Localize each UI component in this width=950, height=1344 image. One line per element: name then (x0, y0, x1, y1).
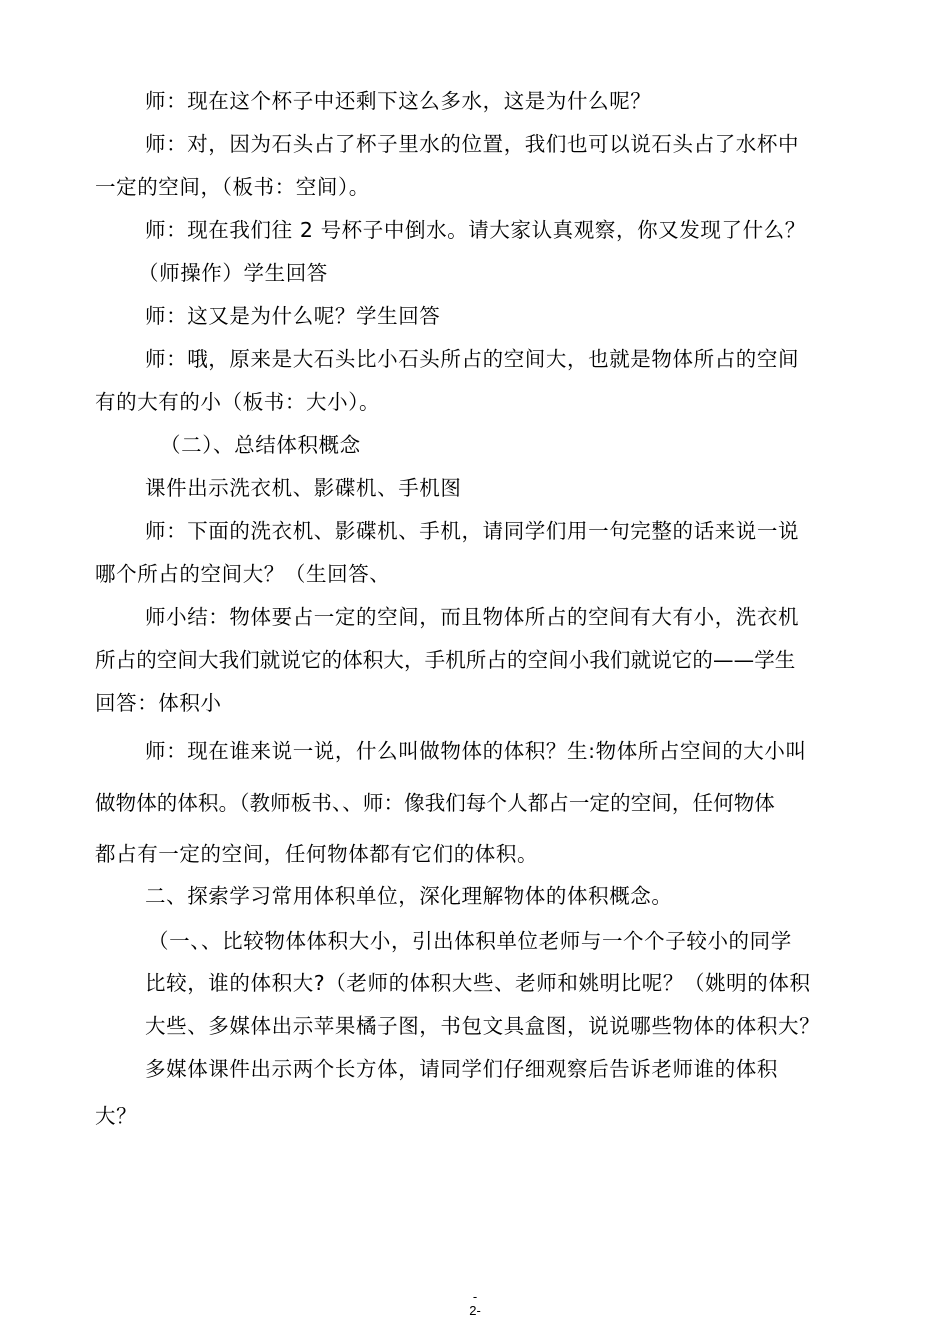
paragraph-line: 所占的空间大我们就说它的体积大，手机所占的空间小我们就说它的——学生 (95, 648, 796, 672)
paragraph-line: 师：下面的洗衣机、影碟机、手机，请同学们用一句完整的话来说一说 (145, 519, 800, 543)
paragraph-line: 大些、多媒体出示苹果橘子图，书包文具盒图，说说哪些物体的体积大？ (145, 1014, 821, 1038)
paragraph-line: 做物体的体积。（教师板书、、师：像我们每个人都占一定的空间，任何物体 (95, 791, 775, 815)
page-footer-dash: - (472, 1289, 478, 1304)
paragraph-line: 回答：体积小 (95, 691, 222, 715)
paragraph-line: 师：现在谁来说一说，什么叫做物体的体积？生:物体所占空间的大小叫 (145, 739, 807, 763)
paragraph-line: 师：这又是为什么呢？学生回答 (145, 304, 441, 328)
paragraph-line: 课件出示洗衣机、影碟机、手机图 (145, 476, 462, 500)
paragraph-line: 师：现在这个杯子中还剩下这么多水，这是为什么呢？ (145, 89, 652, 113)
paragraph-line: 比较，谁的体积大?（老师的体积大些、老师和姚明比呢？（姚明的体积 (145, 971, 811, 995)
paragraph-line: 师小结：物体要占一定的空间，而且物体所占的空间有大有小，洗衣机 (145, 605, 800, 629)
section-heading: 二、探索学习常用体积单位，深化理解物体的体积概念。 (145, 884, 673, 908)
section-heading: （二）、总结体积概念 (160, 433, 361, 457)
paragraph-line: 哪个所占的空间大？（生回答、 (95, 562, 391, 586)
paragraph-line: 都占有一定的空间，任何物体都有它们的体积。 (95, 842, 539, 866)
paragraph-line: 大？ (95, 1104, 138, 1128)
paragraph-line: 一定的空间，（板书：空间）。 (95, 175, 370, 199)
paragraph-line: 师：对，因为石头占了杯子里水的位置，我们也可以说石头占了水杯中 (145, 132, 800, 156)
paragraph-line: 有的大有的小（板书：大小）。 (95, 390, 381, 414)
paragraph-line: 师：现在我们往 2 号杯子中倒水。请大家认真观察，你又发现了什么？ (145, 218, 806, 242)
paragraph-line: 师：哦，原来是大石头比小石头所占的空间大，也就是物体所占的空间 (145, 347, 800, 371)
paragraph-line: （一、、比较物体体积大小，引出体积单位老师与一个个子较小的同学 (148, 929, 792, 953)
page-number: 2- (469, 1303, 481, 1318)
paragraph-line: （师操作）学生回答 (138, 261, 328, 285)
paragraph-line: 多媒体课件出示两个长方体，请同学们仔细观察后告诉老师谁的体积 (145, 1057, 778, 1081)
